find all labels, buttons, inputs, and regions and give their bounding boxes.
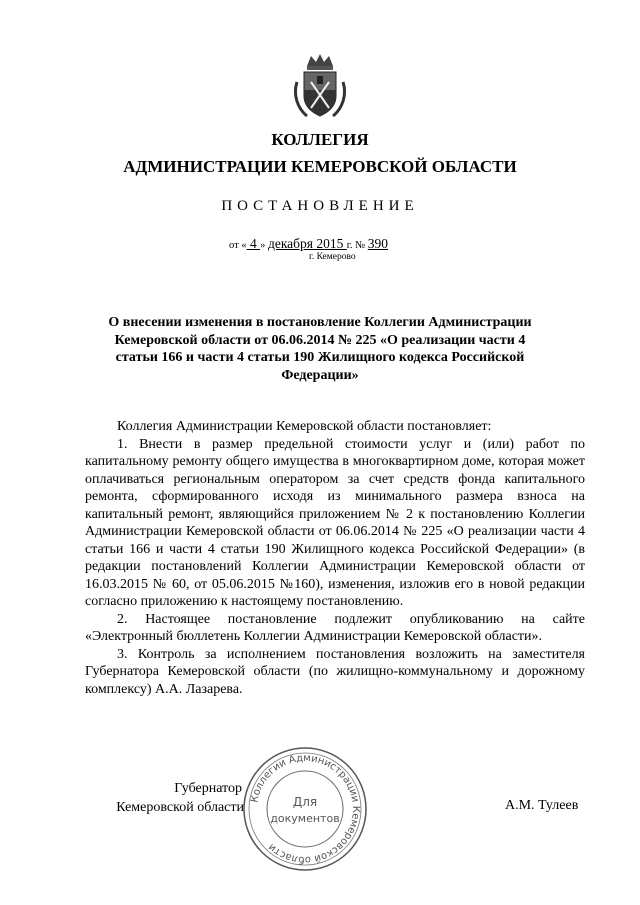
date-month-year: декабря 2015 — [267, 236, 347, 251]
body-item-2: 2. Настоящее постановление подлежит опубликованию на сайте «Электронный бюллетень Коллегии Администрации Кемеровской области». — [85, 611, 585, 644]
body-item-1: 1. Внести в размер предельной стоимости услуг и (или) работ по капитальному ремонту общего имущества в многоквартирном доме, которая может оплачиваться региональным оператором за счет средств фонда капитального ремонта, сформированного исходя из минимального размера взноса на капитальный ремонт, являющийся приложением № 2 к постановлению Коллегии Администрации Кемеровской области от 06.06.2014 № 225 «О реализации части 4 статьи 166 и части 4 статьи 190 Жилищного кодекса Российской Федерации» (в редакции постановлений Коллегии Администрации Кемеровской области от 16.03.2015 № 60, от 05.06.2015 №160), изменения, изложив его в новой редакции согласно приложению к настоящему постановлению. — [85, 436, 585, 609]
date-prefix: от « — [229, 240, 247, 251]
coat-of-arms-emblem — [291, 52, 349, 122]
signatory-position — [84, 779, 244, 817]
stamp-center-line1: Для — [292, 795, 318, 809]
document-number: 390 — [367, 236, 389, 251]
document-type: ПОСТАНОВЛЕНИЕ — [221, 198, 419, 214]
date-year-suffix: г. № — [346, 240, 368, 251]
body-intro: Коллегия Администрации Кемеровской области постановляет: — [117, 419, 492, 434]
signatory-position-line1: Губернатор — [174, 781, 242, 796]
stamp-ring-text: Коллегии Администрации Кемеровской области — [249, 752, 362, 866]
org-name-line2: АДМИНИСТРАЦИИ КЕМЕРОВСКОЙ ОБЛАСТИ — [123, 157, 517, 176]
signatory-position-line2: Кемеровской области — [116, 800, 244, 815]
date-mid: » — [260, 240, 268, 251]
document-body — [85, 418, 585, 698]
body-item-3: 3. Контроль за исполнением постановления возложить на заместителя Губернатора Кемеровской области (по жилищно-коммунальному и дорожному комплексу) А.А. Лазарева. — [85, 646, 585, 697]
stamp-center-line2: документов — [270, 812, 340, 825]
org-name-line1: КОЛЛЕГИЯ — [271, 130, 369, 149]
city-name: г. Кемерово — [309, 252, 356, 262]
document-date-number-line — [229, 236, 388, 252]
date-day: 4 — [246, 236, 261, 251]
signatory-name: А.М. Тулеев — [505, 798, 579, 813]
official-stamp — [240, 744, 370, 874]
document-title: О внесении изменения в постановление Коллегии Администрации Кемеровской области от 06.06.2014 № 225 «О реализации части 4 статьи 166 и части 4 статьи 190 Жилищного кодекса Российской Федерации» — [108, 315, 532, 383]
